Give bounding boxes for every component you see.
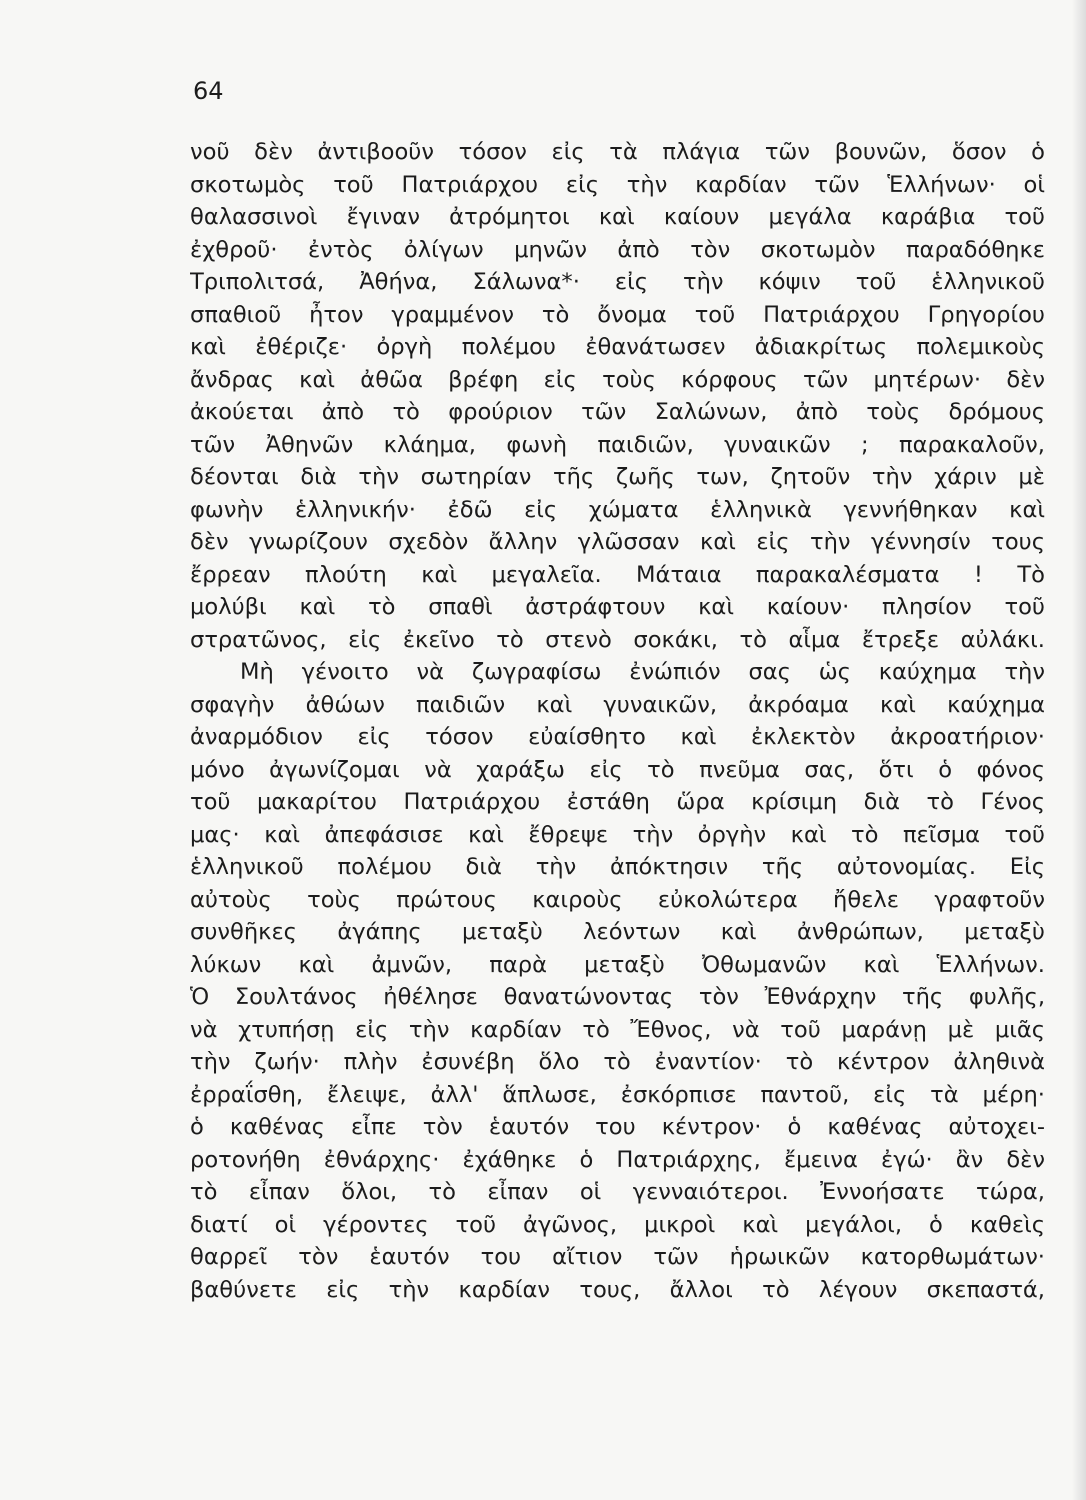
text-line: ἀναρμόδιον εἰς τόσον εὐαίσθητο καὶ ἐκλεκτὸν ἀκροατήριον· bbox=[190, 724, 1045, 750]
text-line: θαλασσινοὶ ἔγιναν ἀτρόμητοι καὶ καίουν μεγάλα καράβια τοῦ bbox=[190, 204, 1045, 230]
text-line: στρατῶνος, εἰς ἐκεῖνο τὸ στενὸ σοκάκι, τὸ αἷμα ἔτρεξε αὐλάκι. bbox=[190, 626, 1045, 653]
text-line: ἐρραΐσθη, ἔλειψε, ἀλλ' ἅπλωσε, ἐσκόρπισε παντοῦ, εἰς τὰ μέρη· bbox=[190, 1081, 1045, 1108]
text-line: ἐχθροῦ· ἐντὸς ὀλίγων μηνῶν ἀπὸ τὸν σκοτωμὸν παραδόθηκε bbox=[190, 236, 1045, 263]
text-line: Ὁ Σουλτάνος ἠθέλησε θανατώνοντας τὸν Ἐθνάρχην τῆς φυλῆς, bbox=[190, 984, 1045, 1010]
text-line: ὁ καθένας εἶπε τὸν ἑαυτόν του κέντρον· ὁ καθένας αὐτοχει- bbox=[190, 1114, 1045, 1140]
text-line: συνθῆκες ἀγάπης μεταξὺ λεόντων καὶ ἀνθρώπων, μεταξὺ bbox=[190, 919, 1045, 945]
text-line: Μὴ γένοιτο νὰ ζωγραφίσω ἐνώπιόν σας ὡς καύχημα τὴν bbox=[240, 659, 1045, 685]
text-line: τῶν Ἀθηνῶν κλάημα, φωνὴ παιδιῶν, γυναικῶν ; παρακαλοῦν, bbox=[190, 431, 1045, 458]
text-line: μας· καὶ ἀπεφάσισε καὶ ἔθρεψε τὴν ὀργὴν καὶ τὸ πεῖσμα τοῦ bbox=[190, 821, 1045, 848]
text-line: ἑλληνικοῦ πολέμου διὰ τὴν ἀπόκτησιν τῆς αὐτονομίας. Εἰς bbox=[190, 854, 1045, 880]
text-line: διατί οἱ γέροντες τοῦ ἀγῶνος, μικροὶ καὶ μεγάλοι, ὁ καθεὶς bbox=[190, 1211, 1045, 1238]
text-line: τὴν ζωήν· πλὴν ἐσυνέβη ὅλο τὸ ἐναντίον· τὸ κέντρον ἀληθινὰ bbox=[190, 1049, 1045, 1075]
text-line: μόνο ἀγωνίζομαι νὰ χαράξω εἰς τὸ πνεῦμα σας, ὅτι ὁ φόνος bbox=[190, 756, 1045, 783]
text-line: αὐτοὺς τοὺς πρώτους καιροὺς εὐκολώτερα ἤθελε γραφτοῦν bbox=[190, 886, 1045, 913]
page-edge bbox=[1072, 0, 1086, 1500]
text-line: νὰ χτυπήσῃ εἰς τὴν καρδίαν τὸ Ἔθνος, νὰ τοῦ μαράνῃ μὲ μιᾶς bbox=[190, 1016, 1045, 1043]
text-line: νοῦ δὲν ἀντιβοοῦν τόσον εἰς τὰ πλάγια τῶν βουνῶν, ὅσον ὁ bbox=[190, 139, 1045, 165]
text-line: φωνὴν ἑλληνικήν· ἐδῶ εἰς χώματα ἑλληνικὰ γεννήθηκαν καὶ bbox=[190, 496, 1045, 523]
text-line: Τριπολιτσά, Ἀθήνα, Σάλωνα*· εἰς τὴν κόψιν τοῦ ἑλληνικοῦ bbox=[190, 269, 1045, 295]
text-line: ἔρρεαν πλούτη καὶ μεγαλεῖα. Μάταια παρακαλέσματα ! Τὸ bbox=[190, 561, 1045, 588]
text-line: δέονται διὰ τὴν σωτηρίαν τῆς ζωῆς των, ζητοῦν τὴν χάριν μὲ bbox=[190, 464, 1045, 490]
text-line: λύκων καὶ ἀμνῶν, παρὰ μεταξὺ Ὀθωμανῶν καὶ Ἑλλήνων. bbox=[190, 951, 1045, 978]
text-line: τοῦ μακαρίτου Πατριάρχου ἐστάθη ὥρα κρίσιμη διὰ τὸ Γένος bbox=[190, 789, 1045, 815]
text-line: σκοτωμὸς τοῦ Πατριάρχου εἰς τὴν καρδίαν τῶν Ἑλλήνων· οἱ bbox=[190, 171, 1045, 198]
page-number: 64 bbox=[193, 77, 224, 105]
text-line: μολύβι καὶ τὸ σπαθὶ ἀστράφτουν καὶ καίουν· πλησίον τοῦ bbox=[190, 594, 1045, 620]
text-line: ἄνδρας καὶ ἀθῶα βρέφη εἰς τοὺς κόρφους τῶν μητέρων· δὲν bbox=[190, 366, 1045, 393]
text-line: σφαγὴν ἀθώων παιδιῶν καὶ γυναικῶν, ἀκρόαμα καὶ καύχημα bbox=[190, 691, 1045, 718]
text-line: θαρρεῖ τὸν ἑαυτόν του αἴτιον τῶν ἡρωικῶν κατορθωμάτων· bbox=[190, 1244, 1045, 1270]
text-line: σπαθιοῦ ἦτον γραμμένον τὸ ὄνομα τοῦ Πατριάρχου Γρηγορίου bbox=[190, 301, 1045, 328]
text-line: βαθύνετε εἰς τὴν καρδίαν τους, ἄλλοι τὸ λέγουν σκεπαστά, bbox=[190, 1276, 1045, 1303]
text-line: ροτονήθη ἐθνάρχης· ἐχάθηκε ὁ Πατριάρχης, ἔμεινα ἐγώ· ἂν δὲν bbox=[190, 1146, 1045, 1173]
text-line: τὸ εἶπαν ὅλοι, τὸ εἶπαν οἱ γενναιότεροι. Ἐννοήσατε τώρα, bbox=[190, 1179, 1045, 1205]
text-line: ἀκούεται ἀπὸ τὸ φρούριον τῶν Σαλώνων, ἀπὸ τοὺς δρόμους bbox=[190, 399, 1045, 425]
text-line: καὶ ἐθέριζε· ὀργὴ πολέμου ἐθανάτωσεν ἀδιακρίτως πολεμικοὺς bbox=[190, 334, 1045, 360]
body-text bbox=[190, 136, 1045, 1306]
text-line: δὲν γνωρίζουν σχεδὸν ἄλλην γλῶσσαν καὶ εἰς τὴν γέννησίν τους bbox=[190, 529, 1045, 555]
